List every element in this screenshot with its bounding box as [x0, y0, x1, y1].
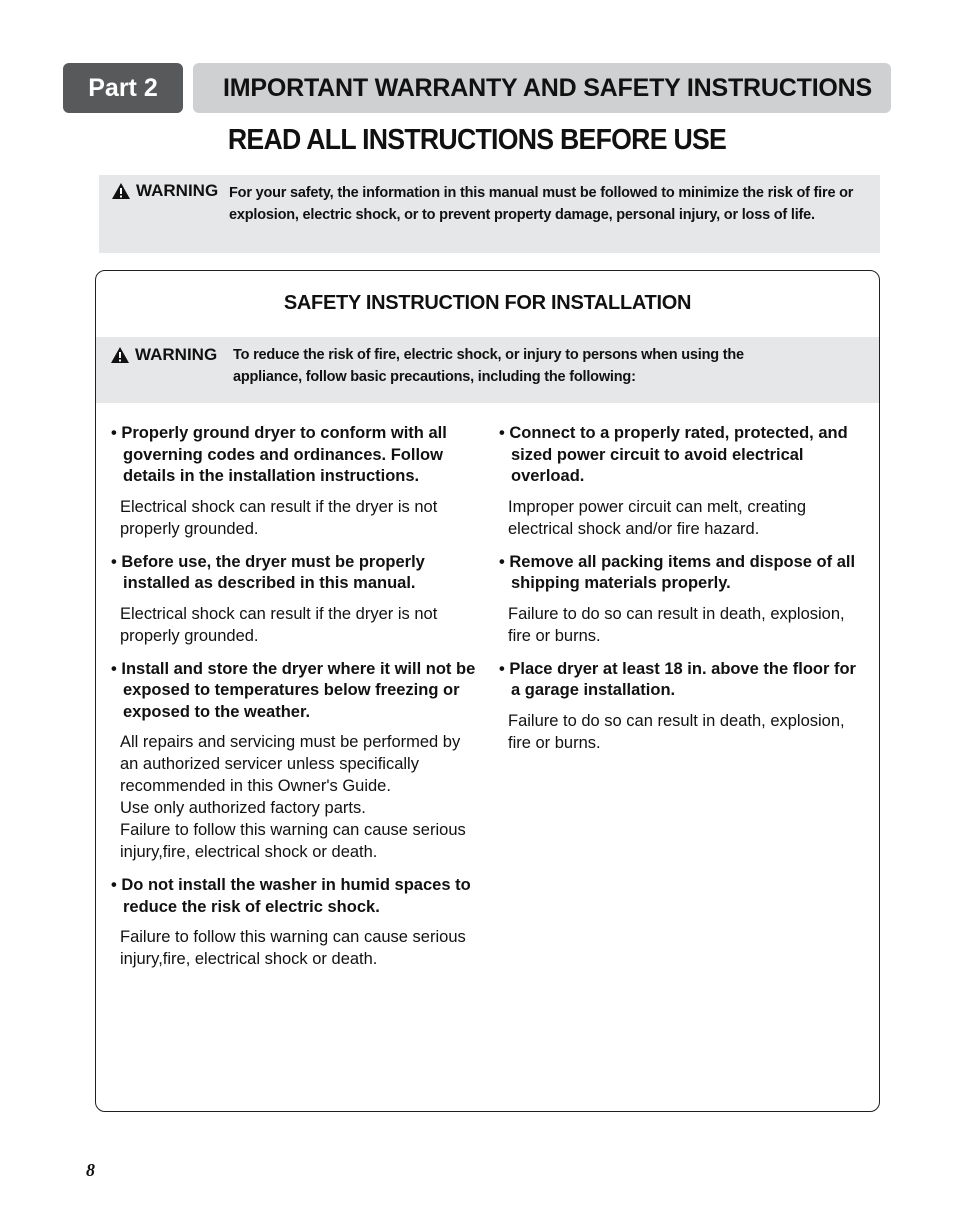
instruction-body: Electrical shock can result if the dryer is not properly grounded.	[120, 497, 438, 538]
section-title: SAFETY INSTRUCTION FOR INSTALLATION	[283, 292, 692, 314]
page-title: READ ALL INSTRUCTIONS BEFORE USE	[227, 124, 727, 156]
page-number: 8	[86, 1160, 95, 1180]
chapter-title: IMPORTANT WARRANTY AND SAFETY INSTRUCTIONS	[223, 74, 873, 102]
instruction-heading: • Do not install the washer in humid spaces to reduce the risk of electric shock.	[111, 876, 471, 916]
instruction-body: All repairs and servicing must be performed by an authorized servicer unless specifically recommended in this Owner's Guide. Use only authorized factory parts. Failure to follow this warning can cause serious injury,fire, electrical shock or death.	[120, 733, 466, 861]
instruction-body: Failure to do so can result in death, explosion, fire or burns.	[508, 604, 845, 645]
instruction-body: Failure to do so can result in death, explosion, fire or burns.	[508, 711, 845, 752]
warning-word: WARNING	[136, 181, 219, 200]
top-warning-text: For your safety, the information in this manual must be followed to minimize the risk of fire or explosion, electric shock, or to prevent property damage, personal injury, or loss of life.	[229, 185, 854, 223]
right-instructions-column	[499, 423, 869, 766]
top-warning-box	[99, 175, 880, 253]
section-warning-box	[96, 337, 879, 403]
top-warning-label	[111, 181, 218, 201]
instruction-body: Failure to follow this warning can cause serious injury,fire, electrical shock or death.	[120, 928, 466, 968]
instruction-heading: • Properly ground dryer to conform with all governing codes and ordinances. Follow details in the installation instructions.	[111, 424, 447, 485]
section-warning-text: To reduce the risk of fire, electric shock, or injury to persons when using the appliance, follow basic precautions, including the following:	[233, 347, 744, 385]
instruction-heading: • Remove all packing items and dispose of all shipping materials properly.	[499, 552, 856, 592]
section-warning-label	[110, 345, 217, 365]
installation-safety-section	[95, 270, 880, 1112]
part-label: Part 2	[63, 63, 183, 113]
left-instructions-column	[111, 423, 476, 982]
instruction-heading: • Place dryer at least 18 in. above the floor for a garage installation.	[499, 659, 856, 699]
instruction-body: Improper power circuit can melt, creating electrical shock and/or fire hazard.	[508, 497, 807, 538]
instruction-heading: • Install and store the dryer where it will not be exposed to temperatures below freezing or exposed to the weather.	[111, 659, 476, 721]
warning-triangle-icon	[110, 346, 130, 364]
warning-triangle-icon	[111, 182, 131, 200]
instruction-body: Electrical shock can result if the dryer is not properly grounded.	[120, 604, 438, 645]
instruction-heading: • Connect to a properly rated, protected, and sized power circuit to avoid electrical overload.	[499, 424, 848, 485]
warning-word: WARNING	[135, 345, 218, 364]
instruction-heading: • Before use, the dryer must be properly installed as described in this manual.	[111, 552, 425, 592]
chapter-header	[193, 63, 891, 113]
